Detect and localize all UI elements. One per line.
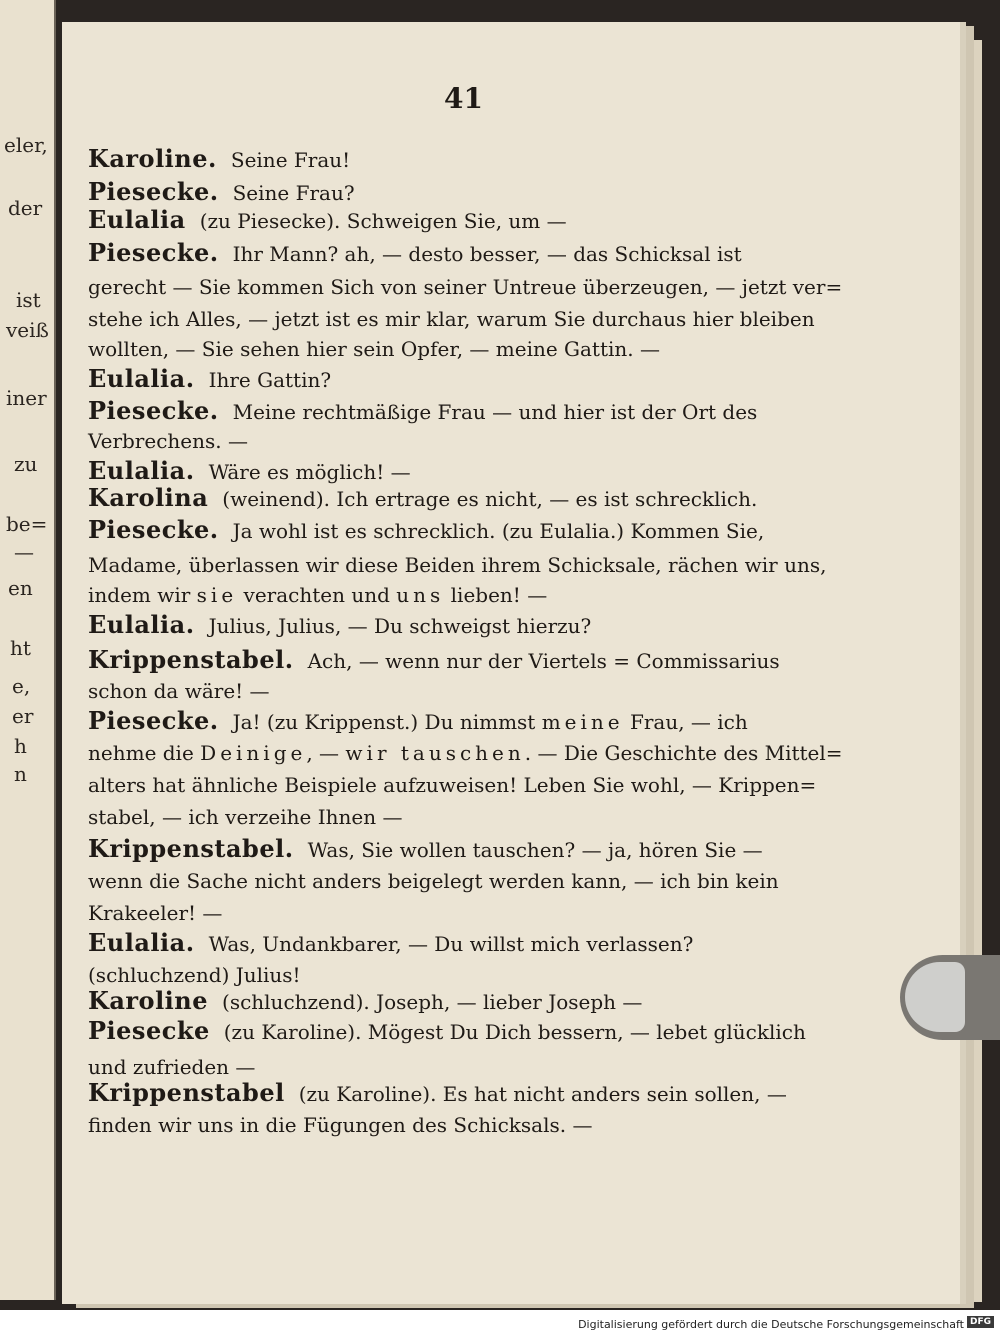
text-line: Madame, überlassen wir diese Beiden ihrem Schicksale, rächen wir uns, — [88, 553, 827, 577]
text-line — [88, 706, 836, 737]
speaker-name: Piesecke. — [88, 515, 219, 544]
line-text: Wäre es möglich! — — [208, 460, 411, 484]
text-line — [88, 986, 836, 1017]
line-text: Meine rechtmäßige Frau — und hier ist der Ort des — [232, 400, 758, 424]
text-line — [88, 515, 836, 546]
left-fragment: en — [8, 576, 33, 600]
line-text: lieben! — — [444, 583, 548, 607]
line-text: (zu Karoline). Mögest Du Dich bessern, — lebet glücklich — [223, 1020, 806, 1044]
speaker-name: Karolina — [88, 483, 209, 512]
left-fragment: iner — [6, 386, 47, 410]
text-line — [88, 1078, 836, 1109]
text-line: wenn die Sache nicht anders beigelegt werden kann, — ich bin kein — [88, 869, 779, 893]
text-line: gerecht — Sie kommen Sich von seiner Untreue überzeugen, — jetzt ver= — [88, 275, 843, 299]
text-line — [88, 483, 836, 514]
speaker-name: Piesecke. — [88, 238, 219, 267]
left-fragment: der — [8, 196, 43, 220]
spaced-text: uns — [396, 583, 445, 607]
footer-credit: Digitalisierung gefördert durch die Deutsche Forschungsgemeinschaft — [578, 1318, 964, 1331]
line-text: verachten und — [237, 583, 397, 607]
speaker-name: Krippenstabel. — [88, 834, 294, 863]
line-text: (schluchzend). Joseph, — lieber Joseph — — [222, 990, 643, 1014]
text-line: stehe ich Alles, — jetzt ist es mir klar, warum Sie durchaus hier bleiben — [88, 307, 815, 331]
speaker-name: Eulalia — [88, 205, 186, 234]
line-text: indem wir — [88, 583, 197, 607]
text-line: Krakeeler! — — [88, 901, 223, 925]
page-number: 41 — [444, 82, 483, 115]
speaker-name: Karoline. — [88, 144, 217, 173]
text-line — [88, 645, 836, 676]
spaced-text: sie — [196, 583, 238, 607]
line-text: Ach, — wenn nur der Viertels = Commissarius — [307, 649, 780, 673]
text-line: Verbrechens. — — [88, 429, 248, 453]
speaker-name: Piesecke. — [88, 177, 219, 206]
speaker-name: Krippenstabel — [88, 1078, 285, 1107]
left-fragment: n — [14, 762, 27, 786]
text-line: alters hat ähnliche Beispiele aufzuweisen! Leben Sie wohl, — Krippen= — [88, 773, 817, 797]
speaker-name: Piesecke. — [88, 396, 219, 425]
line-text: Ja! (zu Krippenst.) Du nimmst — [232, 710, 542, 734]
left-fragment: eler, — [4, 133, 48, 157]
text-line: (schluchzend) Julius! — [88, 963, 301, 987]
text-line — [88, 238, 836, 269]
speaker-name: Piesecke. — [88, 706, 219, 735]
text-line — [88, 580, 836, 610]
speaker-name: Piesecke — [88, 1016, 210, 1045]
text-line: stabel, — ich verzeihe Ihnen — — [88, 805, 403, 829]
line-text: Was, Undankbarer, — Du willst mich verlassen? — [208, 932, 694, 956]
spaced-text: meine — [541, 710, 624, 734]
text-line: und zufrieden — — [88, 1055, 256, 1079]
left-fragment: veiß — [6, 318, 49, 342]
spaced-text: Deinige — [200, 741, 307, 765]
text-line: wollten, — Sie sehen hier sein Opfer, — meine Gattin. — — [88, 337, 661, 361]
text-line — [88, 205, 836, 236]
text-line: schon da wäre! — — [88, 679, 270, 703]
line-text: Ihr Mann? ah, — desto besser, — das Schicksal ist — [232, 242, 742, 266]
spaced-text: wir tauschen — [345, 741, 525, 765]
text-line — [88, 1016, 836, 1047]
left-fragment: — — [14, 540, 34, 564]
speaker-name: Krippenstabel. — [88, 645, 294, 674]
line-text: Seine Frau? — [232, 181, 355, 205]
line-text: (weinend). Ich ertrage es nicht, — es ist schrecklich. — [222, 487, 758, 511]
speaker-name: Eulalia. — [88, 364, 195, 393]
text-line — [88, 364, 836, 395]
line-text: Frau, — ich — [623, 710, 748, 734]
left-fragment: ist — [16, 288, 41, 312]
dfg-logo: DFG — [967, 1316, 994, 1328]
line-text: Julius, Julius, — Du schweigst hierzu? — [208, 614, 592, 638]
page-stack-edge — [958, 40, 982, 1302]
line-text: Ja wohl ist es schrecklich. (zu Eulalia.) Kommen Sie, — [232, 519, 765, 543]
left-fragment: zu — [14, 452, 38, 476]
text-line — [88, 610, 836, 641]
left-fragment: er — [12, 704, 34, 728]
line-text: , — — [306, 741, 346, 765]
text-line — [88, 177, 836, 208]
line-text: Ihre Gattin? — [208, 368, 332, 392]
line-text: . — Die Geschichte des Mittel= — [524, 741, 843, 765]
left-fragment: h — [14, 734, 27, 758]
line-text: (zu Piesecke). Schweigen Sie, um — — [199, 209, 567, 233]
text-line — [88, 738, 843, 768]
line-text: (zu Karoline). Es hat nicht anders sein sollen, — — [298, 1082, 787, 1106]
left-fragment: be= — [6, 512, 48, 536]
speaker-name: Eulalia. — [88, 610, 195, 639]
text-line — [88, 834, 836, 865]
left-fragment: e, — [12, 674, 31, 698]
speaker-name: Karoline — [88, 986, 209, 1015]
text-line — [88, 396, 836, 427]
line-text: nehme die — [88, 741, 201, 765]
text-line — [88, 928, 836, 959]
line-text: Seine Frau! — [230, 148, 351, 172]
speaker-name: Eulalia. — [88, 456, 195, 485]
text-line: finden wir uns in die Fügungen des Schicksals. — — [88, 1113, 593, 1137]
left-fragment: ht — [10, 636, 31, 660]
left-page-edge — [0, 0, 56, 1300]
text-line — [88, 144, 836, 175]
line-text: Was, Sie wollen tauschen? — ja, hören Sie — — [307, 838, 763, 862]
speaker-name: Eulalia. — [88, 928, 195, 957]
